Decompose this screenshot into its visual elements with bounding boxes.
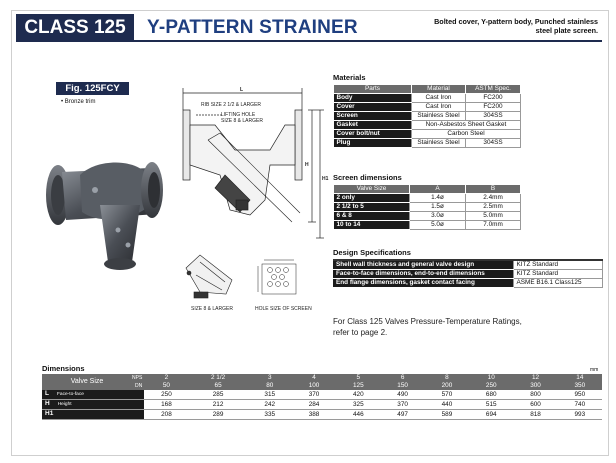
nps-value: 4 [292, 374, 336, 382]
part-name: Plug [334, 139, 412, 148]
nps-value: 6 [380, 374, 424, 382]
dim-value: 420 [336, 390, 380, 400]
materials-title: Materials [333, 73, 366, 82]
figure-label: Fig. 125FCY [56, 82, 129, 95]
dim-value: 497 [380, 410, 424, 420]
dim-value: 600 [513, 400, 557, 410]
spec-value: KITZ Standard [513, 270, 603, 279]
table-row [334, 194, 521, 203]
table-row [42, 410, 602, 420]
dn-label: DN [132, 382, 144, 390]
nps-value: 3 [248, 374, 292, 382]
caption-hole-size: HOLE SIZE OF SCREEN [255, 306, 312, 312]
class-badge: CLASS 125 [16, 14, 134, 42]
dn-value: 80 [248, 382, 292, 390]
dim-value: 440 [425, 400, 469, 410]
nps-value: 8 [425, 374, 469, 382]
part-material: Stainless Steel [412, 139, 466, 148]
table-row [334, 221, 521, 230]
rating-note-line1: For Class 125 Valves Pressure-Temperature Ratings, [333, 317, 522, 326]
screen-b: 2.5mm [466, 203, 521, 212]
part-spec: FC200 [466, 94, 521, 103]
dim-value: 388 [292, 410, 336, 420]
screen-header-row [334, 185, 521, 194]
lifting-size-label: SIZE 8 & LARGER [221, 118, 263, 124]
screen-size: 2 1/2 to 5 [334, 203, 410, 212]
table-row [334, 203, 521, 212]
part-name: Screen [334, 112, 412, 121]
figure-note: • Bronze trim [61, 99, 96, 105]
dim-value: 335 [248, 410, 292, 420]
materials-header: Material [412, 85, 466, 94]
dn-value: 50 [144, 382, 188, 390]
screen-hole-detail [258, 260, 296, 294]
dim-value: 289 [189, 410, 248, 420]
materials-table [333, 84, 521, 148]
row-symbol: H [45, 400, 50, 407]
dimensions-table [42, 374, 602, 420]
part-spec: FC200 [466, 103, 521, 112]
part-name: Cover bolt/nut [334, 130, 412, 139]
dim-value: 800 [513, 390, 557, 400]
header-description-line1: Bolted cover, Y-pattern body, Punched stainless [434, 17, 598, 26]
table-row [334, 103, 521, 112]
part-spec: 304SS [466, 139, 521, 148]
row-label [42, 400, 144, 410]
row-name: Face-to-face [56, 392, 84, 397]
table-row [333, 270, 603, 279]
lifting-detail-drawing [186, 255, 232, 298]
part-material: Cast Iron [412, 94, 466, 103]
dim-value: 446 [336, 410, 380, 420]
dim-value: 242 [248, 400, 292, 410]
dim-value: 370 [292, 390, 336, 400]
spec-value: KITZ Standard [513, 260, 603, 270]
caption-size-8-larger: SIZE 8 & LARGER [191, 306, 233, 312]
spec-value: ASME B16.1 Class125 [513, 279, 603, 288]
dim-value: 680 [469, 390, 513, 400]
dim-value: 589 [425, 410, 469, 420]
screen-a: 3.0ø [410, 212, 466, 221]
dim-value: 285 [189, 390, 248, 400]
materials-header: Parts [334, 85, 412, 94]
dim-l-label: L [240, 87, 244, 93]
dn-value: 65 [189, 382, 248, 390]
dimensions-title: Dimensions [42, 364, 85, 373]
screen-dimensions-table [333, 184, 521, 230]
screen-header: Valve Size [334, 185, 410, 194]
screen-a: 1.5ø [410, 203, 466, 212]
dim-value: 250 [144, 390, 188, 400]
dim-value: 325 [336, 400, 380, 410]
table-row [333, 260, 603, 270]
dim-value: 370 [380, 400, 424, 410]
row-symbol: H1 [45, 410, 54, 417]
nps-value: 2 1/2 [189, 374, 248, 382]
rib-size-label: RIB SIZE 2 1/2 & LARGER [201, 102, 262, 108]
spec-item: End flange dimensions, gasket contact facing [333, 279, 513, 288]
screen-b: 7.0mm [466, 221, 521, 230]
lifting-hole-label: LIFTING HOLE [221, 112, 256, 118]
table-row [334, 112, 521, 121]
part-name: Cover [334, 103, 412, 112]
table-row [334, 130, 521, 139]
dim-value: 208 [144, 410, 188, 420]
dn-value: 350 [558, 382, 602, 390]
dn-value: 100 [292, 382, 336, 390]
dim-value: 570 [425, 390, 469, 400]
design-specs-table [333, 259, 603, 288]
table-row [334, 94, 521, 103]
spec-item: Face-to-face dimensions, end-to-end dimensions [333, 270, 513, 279]
rating-note-line2: refer to page 2. [333, 328, 388, 337]
spec-item: Shell wall thickness and general valve design [333, 260, 513, 270]
screen-size: 10 to 14 [334, 221, 410, 230]
part-material: Carbon Steel [412, 130, 521, 139]
part-spec: 304SS [466, 112, 521, 121]
nps-value: 10 [469, 374, 513, 382]
row-label [42, 390, 144, 400]
table-row [42, 400, 602, 410]
row-name: Height [57, 402, 72, 407]
table-row [334, 139, 521, 148]
dn-value: 250 [469, 382, 513, 390]
row-label [42, 410, 144, 420]
nps-label: NPS [132, 375, 143, 381]
screen-size: 2 only [334, 194, 410, 203]
dim-value: 950 [558, 390, 602, 400]
header-description-line2: steel plate screen. [535, 26, 598, 35]
screen-header: B [466, 185, 521, 194]
nps-value: 5 [336, 374, 380, 382]
row-symbol: L [45, 390, 49, 397]
screen-header: A [410, 185, 466, 194]
part-material: Non-Asbestos Sheet Gasket [412, 121, 521, 130]
design-specs-title: Design Specifications [333, 248, 411, 257]
dim-h-label: H [305, 162, 309, 168]
dim-value: 490 [380, 390, 424, 400]
rating-note [333, 316, 522, 338]
dn-value: 150 [380, 382, 424, 390]
nps-row [42, 374, 602, 382]
screen-dimensions-title: Screen dimensions [333, 173, 402, 182]
part-material: Cast Iron [412, 103, 466, 112]
nps-value: 2 [144, 374, 188, 382]
dim-value: 315 [248, 390, 292, 400]
materials-header-row [334, 85, 521, 94]
dim-value: 284 [292, 400, 336, 410]
part-name: Body [334, 94, 412, 103]
materials-header: ASTM Spec. [466, 85, 521, 94]
dim-value: 740 [558, 400, 602, 410]
strainer-photo [46, 162, 163, 270]
sectional-drawing [183, 88, 324, 238]
part-name: Gasket [334, 121, 412, 130]
dim-value: 515 [469, 400, 513, 410]
nps-value: 12 [513, 374, 557, 382]
screen-a: 5.0ø [410, 221, 466, 230]
screen-b: 2.4mm [466, 194, 521, 203]
dim-value: 993 [558, 410, 602, 420]
dim-h1-label: H1 [322, 176, 329, 182]
valve-size-label: Valve Size [42, 374, 132, 390]
screen-b: 5.0mm [466, 212, 521, 221]
table-row [42, 390, 602, 400]
dim-value: 818 [513, 410, 557, 420]
table-row [334, 212, 521, 221]
table-row [333, 279, 603, 288]
table-row [334, 121, 521, 130]
page-title: Y-PATTERN STRAINER [147, 17, 358, 38]
dim-value: 212 [189, 400, 248, 410]
dimensions-unit: mm [590, 367, 599, 373]
dn-value: 200 [425, 382, 469, 390]
nps-value: 14 [558, 374, 602, 382]
screen-a: 1.4ø [410, 194, 466, 203]
dim-value: 694 [469, 410, 513, 420]
dim-value: 168 [144, 400, 188, 410]
part-material: Stainless Steel [412, 112, 466, 121]
dn-value: 125 [336, 382, 380, 390]
dn-value: 300 [513, 382, 557, 390]
screen-size: 6 & 8 [334, 212, 410, 221]
